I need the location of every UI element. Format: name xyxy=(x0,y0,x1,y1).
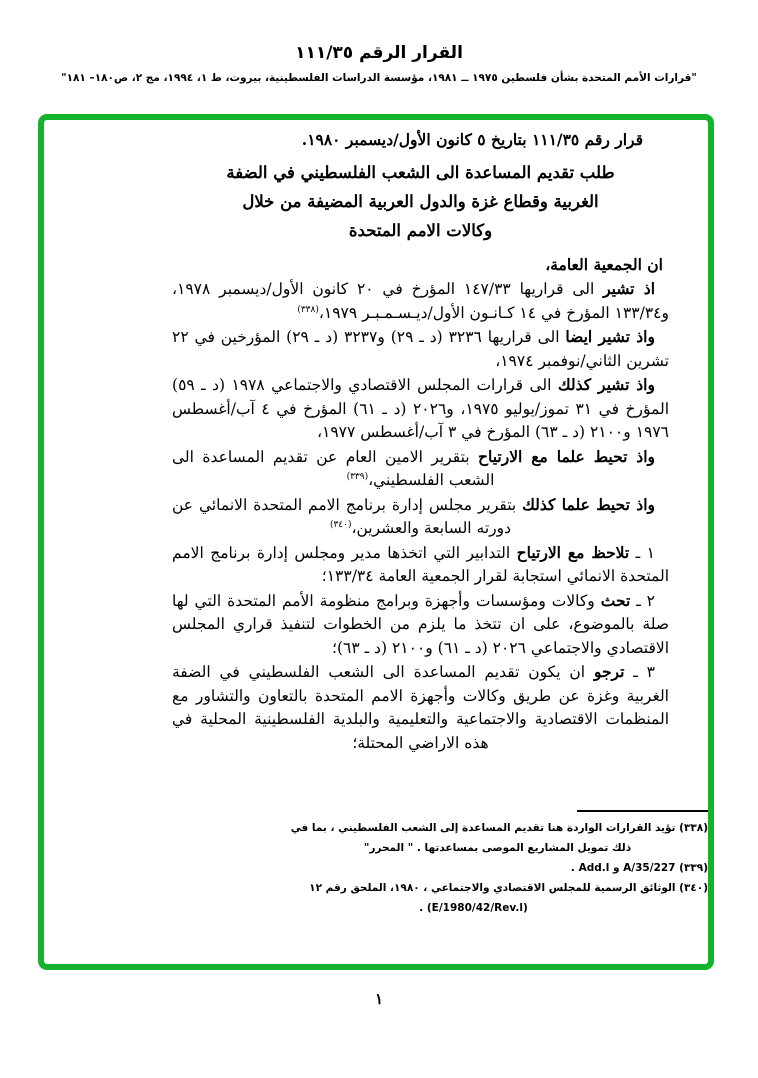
paragraph-lead: واذ تحيط علما مع الارتياح xyxy=(478,446,655,466)
resolution-title-line: طلب تقديم المساعدة الى الشعب الفلسطيني في الضفة xyxy=(226,162,615,182)
paragraph-text: الى قراريها ١٤٧/٣٣ المؤرخ في ٢٠ كانون الأول/ديسمبر ١٩٧٨، و١٣٣/٣٤ المؤرخ في ١٤ كـانـون الأول/ديـسـمـبـر ١٩٧٩، xyxy=(172,280,669,322)
paragraph-taking-note-also xyxy=(172,493,669,541)
footnote-ref: (٣٣٨) xyxy=(297,304,319,315)
operative-paragraph-2 xyxy=(172,589,669,661)
paragraph-text: وكالات ومؤسسات وأجهزة وبرامج منظومة الأمم المتحدة التي لها صلة بالموضوع، على ان تتخذ ما يلزم من الخطوات لتنفيذ قراري المجلس الاقتصادي والاجتماعي ٢٠٢٦ (د ـ ٦١) و٢١٠٠ (د ـ ٦٣)؛ xyxy=(172,591,669,657)
paragraph-text: التدابير التي اتخذها مدير ومجلس إدارة برنامج الامم المتحدة الانمائي استجابة لقرار الجمعية العامة ١٣٣/٣٤؛ xyxy=(172,543,669,585)
document-title: القرار الرقم ١١١/٣٥ xyxy=(295,43,463,63)
resolution-title-line: وكالات الامم المتحدة xyxy=(348,220,493,240)
footnote-line: (E/1980/42/Rev.l) . xyxy=(419,902,528,914)
footnote-line: (٣٤٠) الوثائق الرسمية للمجلس الاقتصادي والاجتماعي ، ١٩٨٠، الملحق رقم ١٢ xyxy=(309,882,708,894)
paragraph-lead: واذ تشير كذلك xyxy=(557,375,655,394)
item-number: ١ ـ xyxy=(629,543,655,562)
paragraph-taking-note xyxy=(172,445,669,493)
footnote-338 xyxy=(287,818,708,858)
footnote-ref: (٣٤٠) xyxy=(329,520,352,530)
footnote-339 xyxy=(287,858,708,878)
operative-paragraph-3 xyxy=(172,660,669,755)
paragraph-lead: تحث xyxy=(600,590,631,610)
paragraph-recalling-also xyxy=(172,325,669,373)
paragraph-text: بتقرير الامين العام عن تقديم المساعدة الى الشعب الفلسطيني، xyxy=(172,447,495,489)
paragraph-preamble-opening xyxy=(172,253,669,278)
resolution-heading: قرار رقم ١١١/٣٥ بتاريخ ٥ كانون الأول/ديسمبر ١٩٨٠. xyxy=(301,130,643,149)
item-number: ٢ ـ xyxy=(630,591,655,610)
document-header xyxy=(0,42,758,86)
footnote-line: ذلك تمويل المشاريع الموصى بمساعدتها . " المحرر" xyxy=(363,842,632,854)
paragraph-recalling-further xyxy=(172,373,669,445)
paragraph-lead: واذ تحيط علما كذلك xyxy=(522,494,655,514)
footnote-line: (٣٣٩) A/35/227 و Add.l . xyxy=(570,862,708,874)
paragraph-recalling xyxy=(172,277,669,325)
resolution-body xyxy=(172,128,669,755)
paragraph-text: الى قرارات المجلس الاقتصادي والاجتماعي ١٩٧٨ (د ـ ٥٩) المؤرخ في ٣١ تموز/يوليو ١٩٧٥، و٢٠٢٦ (د ـ ٦١) المؤرخ في ٤ آب/أغسطس ١٩٧٦ و٢١٠٠ (د ـ ٦٣) المؤرخ في ٣ آب/أغسطس ١٩٧٧، xyxy=(172,376,670,441)
item-number: ٣ ـ xyxy=(624,663,655,681)
paragraph-text: بتقرير مجلس إدارة برنامج الامم المتحدة الانمائي عن دورته السابعة والعشرين، xyxy=(172,495,523,537)
paragraph-lead: واذ تشير ايضا xyxy=(565,327,655,346)
source-citation-line: "قرارات الأمم المتحدة بشأن فلسطين ١٩٧٥ ــ ١٩٨١، مؤسسة الدراسات الفلسطينية، بيروت، ط ١، ١٩٩٤، مج ٢، ص١٨٠– ١٨١" xyxy=(61,72,697,84)
footnotes-block xyxy=(287,818,708,918)
footnote-separator xyxy=(577,810,708,812)
operative-paragraph-1 xyxy=(172,541,669,589)
paragraph-text: ان يكون تقديم المساعدة الى الشعب الفلسطيني في الضفة الغربية وغزة عن طريق وكالات وأجهزة الامم المتحدة بالتعاون والتشاور مع المنظمات الاقتصادية والاجتماعية والتعليمية والبلدية الفلسطينية المحلية في هذه الاراضي المحتلة؛ xyxy=(172,663,669,752)
footnote-line: (٣٣٨) تؤيد القرارات الواردة هنا تقديم المساعدة إلى الشعب الفلسطيني ، بما في xyxy=(290,822,708,834)
paragraph-text: الى قراريها ٣٢٣٦ (د ـ ٢٩) و٣٢٣٧ (د ـ ٢٩) المؤرخين في ٢٢ تشرين الثاني/نوفمبر ١٩٧٤، xyxy=(172,328,669,370)
footnote-ref: (٣٣٩) xyxy=(346,472,369,482)
resolution-title-line: الغربية وقطاع غزة والدول العربية المضيفة من خلال xyxy=(242,191,599,211)
paragraph-lead: ان الجمعية العامة، xyxy=(545,254,663,274)
paragraph-lead: تلاحظ مع الارتياح xyxy=(516,542,630,562)
paragraph-lead: اذ تشير xyxy=(603,279,655,298)
resolution-title xyxy=(172,158,669,245)
paragraph-lead: ترجو xyxy=(593,662,625,681)
page-number: ١ xyxy=(374,990,384,1008)
footnote-340 xyxy=(287,878,708,918)
